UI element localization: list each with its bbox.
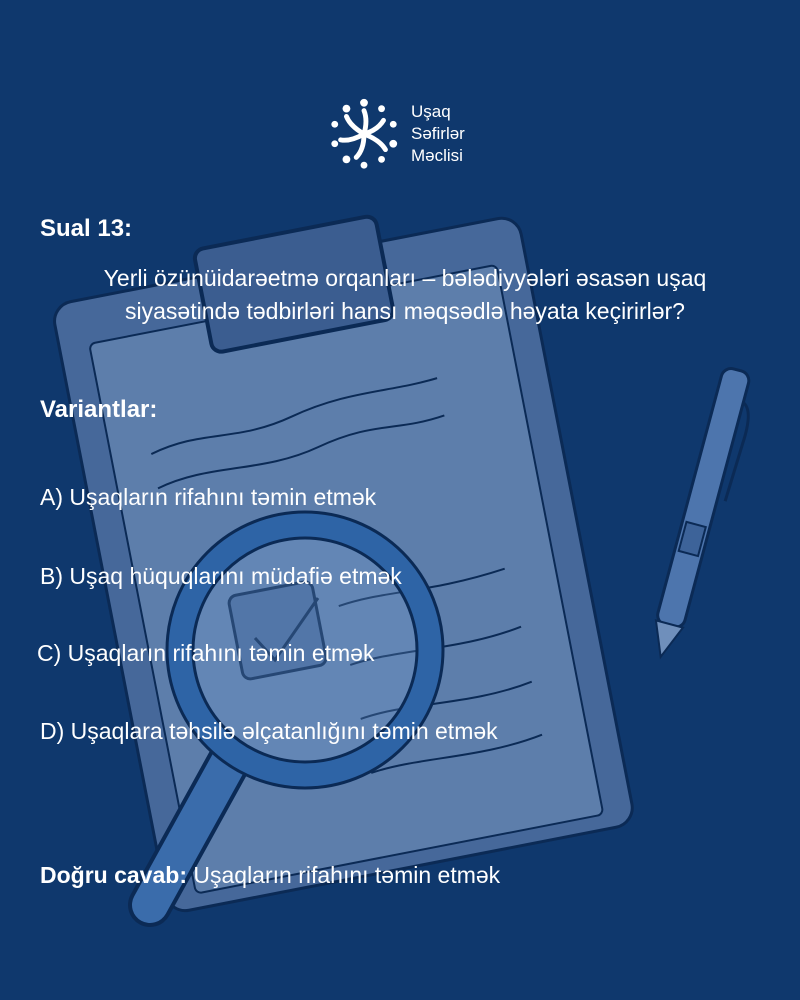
logo-line-3: Məclisi [411,146,463,165]
correct-answer-value: Uşaqların rifahını təmin etmək [193,862,501,888]
option-d: D) Uşaqlara təhsilə əlçatanlığını təmin etmək [40,718,498,744]
logo-star-icon [325,95,403,173]
pen-icon [647,366,761,663]
correct-answer [40,862,500,889]
option-b: B) Uşaq hüquqlarını müdafiə etmək [40,563,402,589]
logo-text [411,101,465,167]
logo [325,95,465,173]
logo-line-1: Uşaq [411,102,451,121]
question-heading: Sual 13: [40,215,133,242]
correct-answer-label: Doğru cavab: [40,862,187,888]
option-c: C) Uşaqların rifahını təmin etmək [37,640,375,666]
logo-line-2: Səfirlər [411,124,465,143]
option-a: A) Uşaqların rifahını təmin etmək [40,484,377,510]
question-text: Yerli özünüidarəetmə orqanları – bələdiyyələri əsasən uşaq siyasətində tədbirləri hansı məqsədlə həyata keçirirlər? [103,265,707,324]
options-heading: Variantlar: [40,396,158,423]
